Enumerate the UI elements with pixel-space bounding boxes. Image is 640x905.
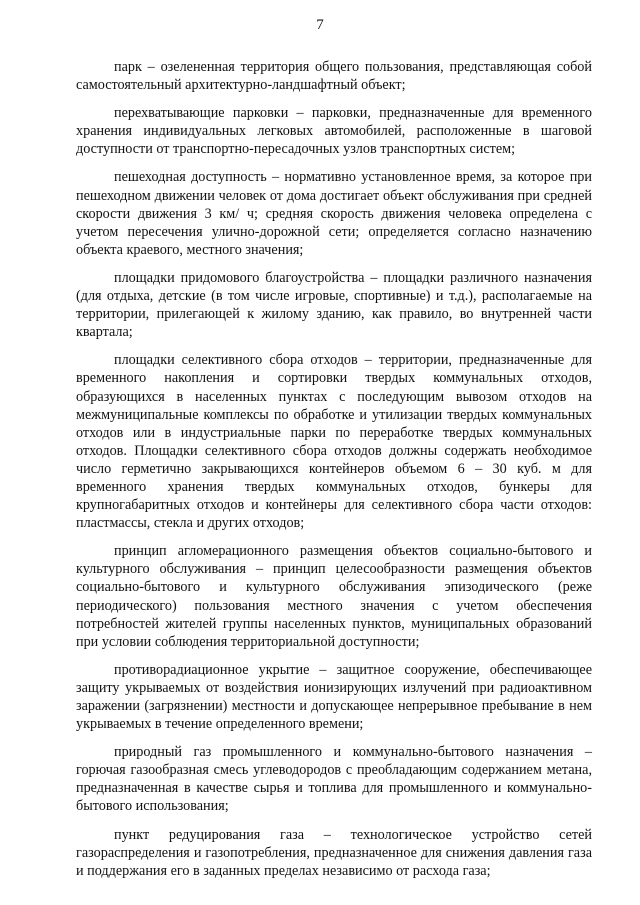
definition-paragraph-radiation-shelter: противорадиационное укрытие – защитное сооружение, обеспечивающее защиту укрываемых от воздействия ионизирующих излучений при радиоактивном заражении (загрязнении) местности и допускающее непрерывное пребывание в нем укрываемых в течение определенного времени;: [76, 661, 592, 733]
definition-paragraph-gas-reduction-point: пункт редуцирования газа – технологическое устройство сетей газораспределения и газопотребления, предназначенное для снижения давления газа и поддержания его в заданных пределах независимо от расхода газа;: [76, 826, 592, 879]
definition-paragraph-park: парк – озелененная территория общего пользования, представляющая собой самостоятельный архитектурно-ландшафтный объект;: [76, 59, 592, 94]
page-number: 7: [316, 17, 324, 33]
definition-paragraph-agglomeration-principle: принцип агломерационного размещения объектов социально-бытового и культурного обслуживания – принцип целесообразности размещения объектов социально-бытового и культурного обслуживания эпизодического (реже периодического) пользования местного значения с учетом обеспечения потребностей жителей группы населенных пунктов, муниципальных образований при условии соблюдения территориальной доступности;: [76, 543, 592, 650]
document-body: [76, 58, 592, 890]
definition-paragraph-pedestrian-access: пешеходная доступность – нормативно установленное время, за которое при пешеходном движении человек от дома достигает объект обслуживания при средней скорости движения 3 км/ ч; средняя скорость движения человека определена с учетом пересечения улично-дорожной сети; определяется согласно назначению объекта краевого, местного значения;: [76, 169, 592, 258]
definition-paragraph-natural-gas: природный газ промышленного и коммунально-бытового назначения – горючая газообразная смесь углеводородов с преобладающим содержанием метана, предназначенная в качестве сырья и топлива для промышленного и коммунально-бытового использования;: [76, 744, 592, 815]
definition-paragraph-waste-sorting-areas: площадки селективного сбора отходов – территории, предназначенные для временного накопления и сортировки твердых коммунальных отходов, образующихся в населенных пунктах с последующим вывозом отходов на межмуниципальные комплексы по обработке и утилизации твердых коммунальных отходов или в индустриальные парки по переработке твердых коммунальных отходов. Площадки селективного сбора отходов должны содержать необходимое число герметично закрывающихся контейнеров объемом 6 – 30 куб. м для временного хранения твердых коммунальных отходов, бункеры для крупногабаритных отходов и контейнеры для селективного сбора части отходов: пластмассы, стекла и других отходов;: [76, 352, 592, 532]
definition-paragraph-intercept-parking: перехватывающие парковки – парковки, предназначенные для временного хранения индивидуальных легковых автомобилей, расположенные в шаговой доступности от транспортно-пересадочных узлов транспортных систем;: [76, 105, 592, 158]
definition-paragraph-yard-areas: площадки придомового благоустройства – площадки различного назначения (для отдыха, детские (в том числе игровые, спортивные) и т.д.), располагаемые на территории, прилегающей к жилому зданию, как правило, во внутренней части квартала;: [76, 269, 592, 341]
